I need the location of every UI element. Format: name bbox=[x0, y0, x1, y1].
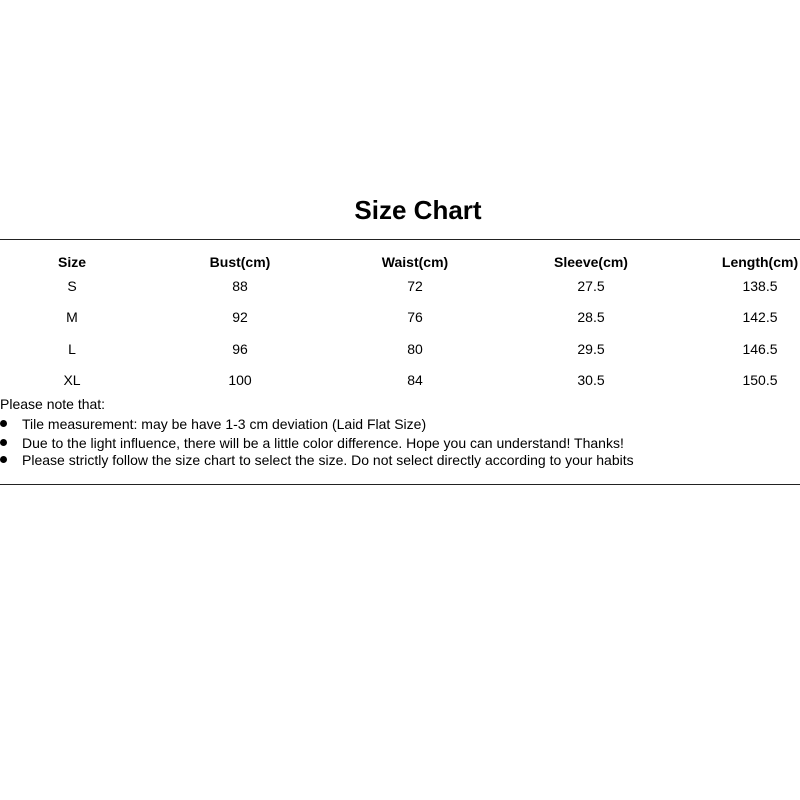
list-item bbox=[0, 450, 800, 470]
table-cell: 27.5 bbox=[577, 278, 605, 294]
table-cell: S bbox=[67, 278, 77, 294]
table-cell: 84 bbox=[407, 372, 423, 388]
table-cell: 146.5 bbox=[742, 341, 778, 357]
note-text: Due to the light influence, there will be a little color difference. Hope you can understand! Thanks! bbox=[22, 435, 624, 451]
table-cell: XL bbox=[63, 372, 81, 388]
bullet-icon bbox=[0, 456, 7, 463]
bullet-icon bbox=[0, 439, 7, 446]
header-cell-length: Length(cm) bbox=[721, 254, 799, 270]
header-cell-waist: Waist(cm) bbox=[381, 254, 449, 270]
table-cell: 76 bbox=[407, 309, 423, 325]
table-cell: L bbox=[68, 341, 76, 357]
table-cell: 29.5 bbox=[577, 341, 605, 357]
top-divider bbox=[0, 239, 800, 240]
table-cell: 30.5 bbox=[577, 372, 605, 388]
table-header-row bbox=[0, 250, 800, 274]
table-cell: 100 bbox=[228, 372, 252, 388]
note-text: Tile measurement: may be have 1-3 cm deviation (Laid Flat Size) bbox=[22, 416, 427, 432]
bottom-divider bbox=[0, 484, 800, 485]
list-item bbox=[0, 414, 800, 434]
table-cell: 80 bbox=[407, 341, 423, 357]
table-cell: 138.5 bbox=[742, 278, 778, 294]
table-cell: 28.5 bbox=[577, 309, 605, 325]
bullet-icon bbox=[0, 420, 7, 427]
header-cell-sleeve: Sleeve(cm) bbox=[554, 254, 628, 270]
table-cell: 72 bbox=[407, 278, 423, 294]
table-row bbox=[0, 274, 800, 298]
table-row bbox=[0, 368, 800, 392]
header-cell-size: Size bbox=[57, 254, 86, 270]
table-cell: 150.5 bbox=[742, 372, 778, 388]
header-cell-bust: Bust(cm) bbox=[209, 254, 271, 270]
table-cell: 142.5 bbox=[742, 309, 778, 325]
table-cell: 88 bbox=[232, 278, 248, 294]
page-title: Size Chart bbox=[354, 195, 482, 225]
table-cell: 96 bbox=[232, 341, 248, 357]
table-row bbox=[0, 305, 800, 329]
table-cell: M bbox=[66, 309, 78, 325]
table-cell: 92 bbox=[232, 309, 248, 325]
table-row bbox=[0, 337, 800, 361]
note-text: Please strictly follow the size chart to select the size. Do not select directly according to your habits bbox=[22, 452, 634, 468]
notes-heading: Please note that: bbox=[0, 396, 106, 412]
